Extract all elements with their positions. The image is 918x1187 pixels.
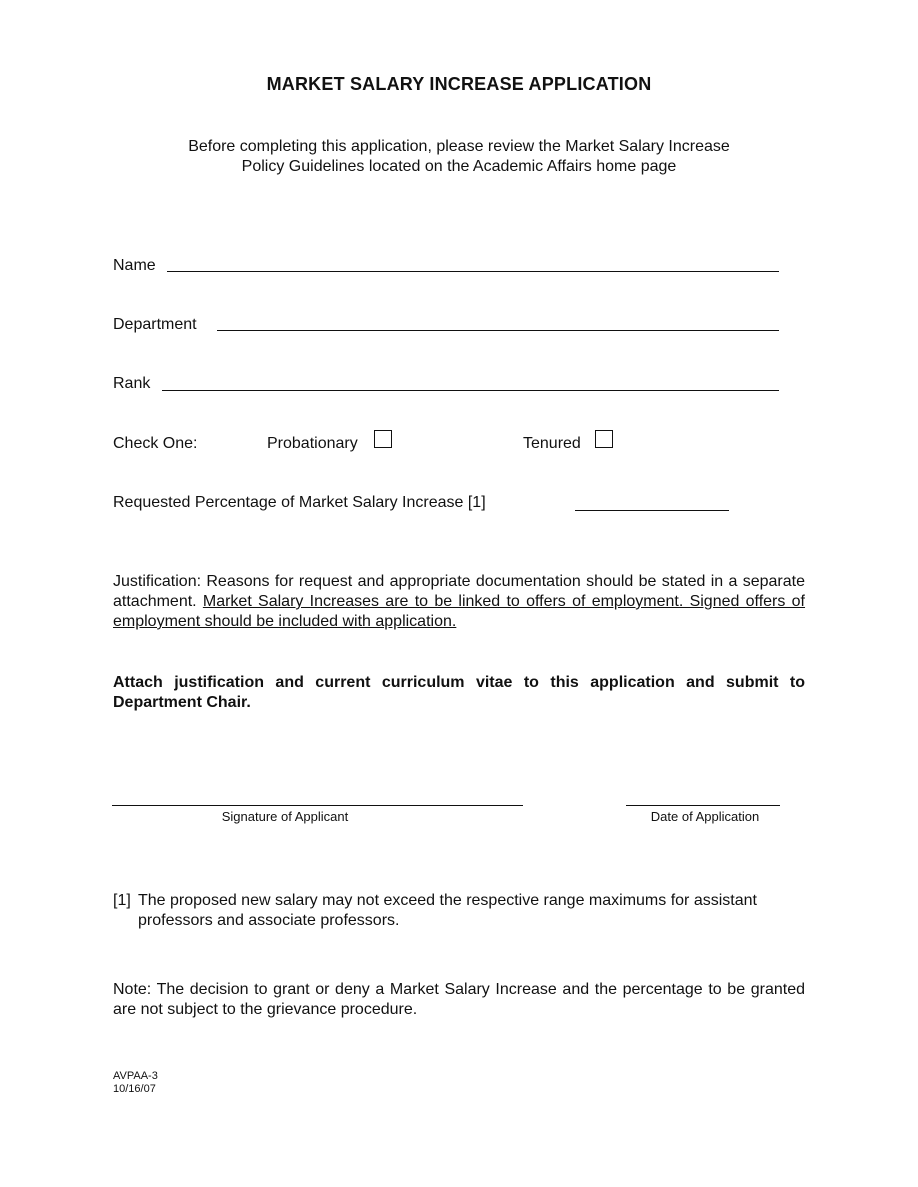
name-field-line[interactable]: [167, 271, 779, 272]
form-date: 10/16/07: [113, 1083, 156, 1095]
tenured-checkbox[interactable]: [595, 430, 613, 448]
justification-underlined-text: Market Salary Increases are to be linked to offers of employment. Signed offers of employment should be included with application.: [113, 593, 806, 630]
check-one-label: Check One:: [113, 435, 198, 452]
rank-label: Rank: [113, 375, 151, 392]
attach-instruction: Attach justification and current curriculum vitae to this application and submit to Department Chair.: [113, 674, 805, 711]
note-paragraph: Note: The decision to grant or deny a Market Salary Increase and the percentage to be granted are not subject to the grievance procedure.: [113, 981, 805, 1018]
applicant-signature-line[interactable]: [112, 805, 523, 806]
department-label: Department: [113, 316, 197, 333]
applicant-signature-caption: Signature of Applicant: [221, 809, 349, 824]
justification-text: Justification: Reasons for request and appropriate documentation should be stated in a separate attachment.: [113, 573, 805, 610]
name-label: Name: [113, 257, 156, 274]
intro-line-1: Before completing this application, please review the Market Salary Increase: [188, 138, 730, 155]
application-date-line[interactable]: [626, 805, 780, 806]
probationary-checkbox[interactable]: [374, 430, 392, 448]
rank-field-line[interactable]: [162, 390, 779, 391]
application-date-caption: Date of Application: [650, 809, 760, 824]
form-code: [113, 1070, 158, 1096]
department-field-line[interactable]: [217, 330, 779, 331]
form-id: AVPAA-3: [113, 1070, 158, 1082]
requested-percentage-field-line[interactable]: [575, 510, 729, 511]
page-title: MARKET SALARY INCREASE APPLICATION: [266, 74, 652, 94]
probationary-label: Probationary: [267, 435, 358, 452]
tenured-label: Tenured: [523, 435, 581, 452]
intro-text: [0, 137, 918, 177]
footnote-marker: [1]: [113, 892, 131, 909]
requested-percentage-label: Requested Percentage of Market Salary Increase [1]: [113, 494, 486, 511]
intro-line-2: Policy Guidelines located on the Academic Affairs home page: [241, 158, 677, 175]
footnote-text: The proposed new salary may not exceed the respective range maximums for assistant professors and associate professors.: [138, 892, 757, 929]
justification-paragraph: [113, 572, 805, 632]
